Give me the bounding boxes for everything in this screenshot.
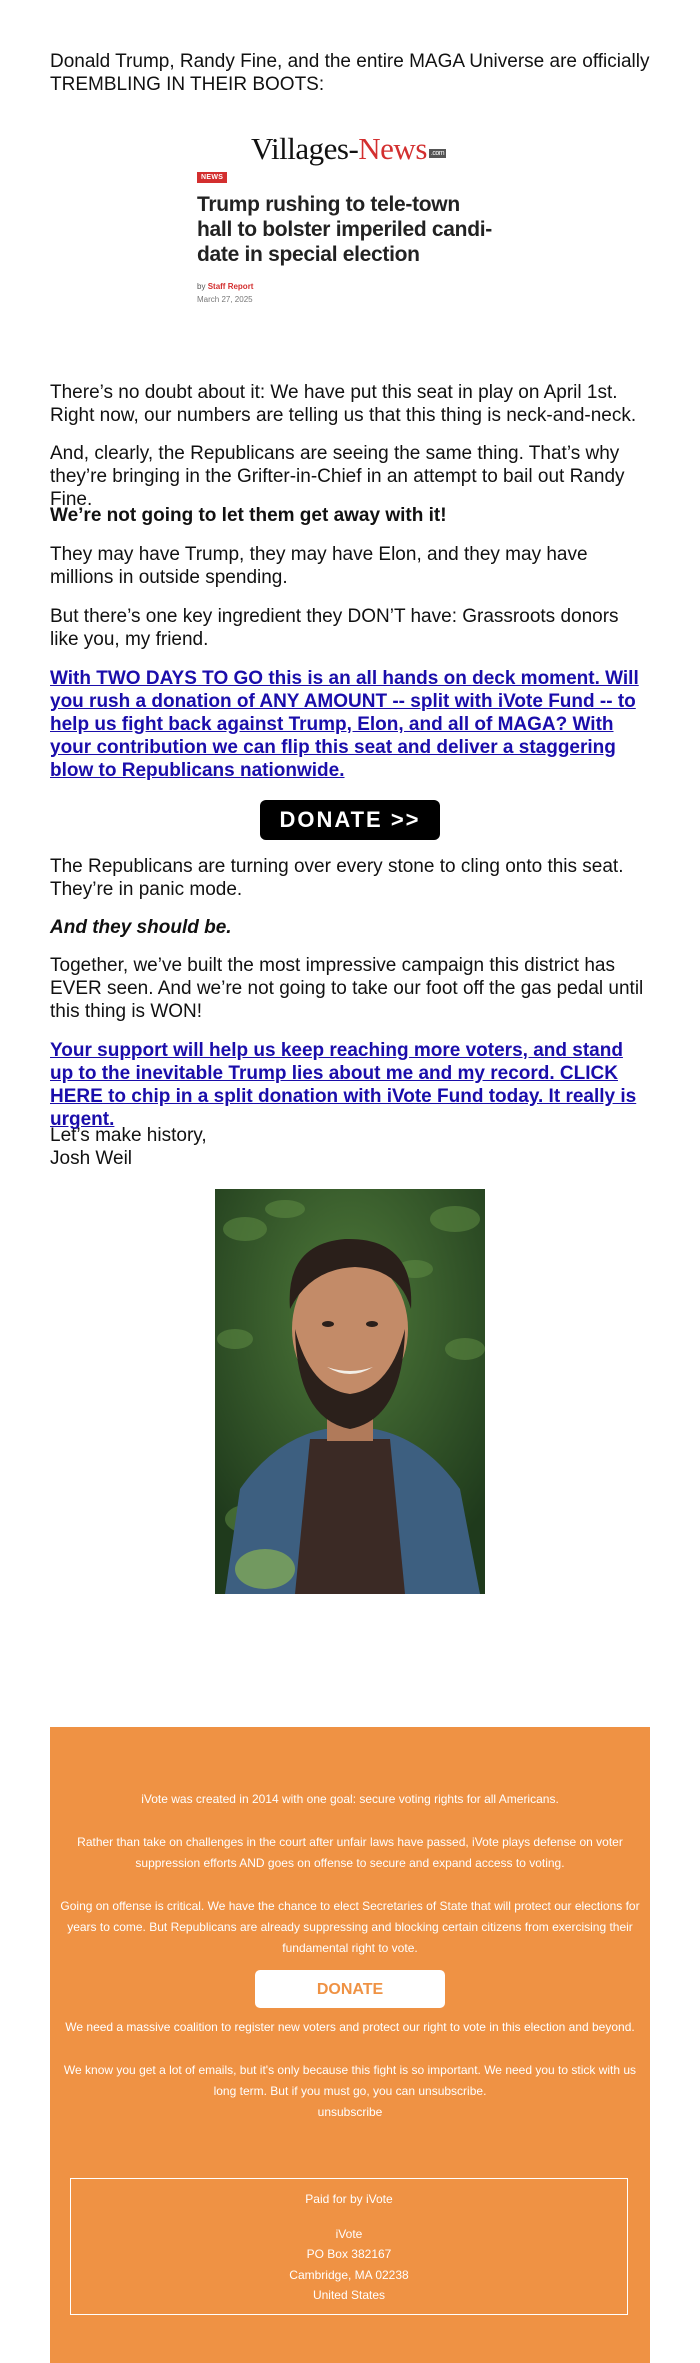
po-box: PO Box 382167 [306, 2247, 392, 2261]
footer-paragraph-3: Going on offense is critical. We have the chance to elect Secretaries of State that will protect our elections for years to come. But Republicans are already suppressing and blocking certain citizens from exercising their fundamental right to vote. [60, 1899, 640, 1955]
news-clipping [197, 130, 497, 310]
clip-date: March 27, 2025 [197, 295, 253, 304]
clip-headline: Trump rushing to tele-town hall to bolster imperiled candi- date in special election [197, 193, 492, 266]
paragraph-2: And, clearly, the Republicans are seeing the same thing. That’s why they’re bringing in the Grifter-in-Chief in an attempt to bail out Randy Fine. [50, 443, 625, 510]
org-name: iVote [335, 2227, 363, 2241]
candidate-photo [215, 1189, 485, 1594]
footer [50, 1727, 650, 2363]
footer-paragraph-2: Rather than take on challenges in the court after unfair laws have passed, iVote plays defense on voter suppression efforts AND goes on offense to secure and expand access to voting. [77, 1835, 623, 1870]
signoff: Let’s make history, [50, 1125, 207, 1146]
paid-for-text: Paid for by iVote [305, 2192, 393, 2206]
donate-button[interactable]: DONATE >> [260, 800, 440, 840]
villages-news-logo: Villages-News .com [251, 131, 445, 166]
footer-paragraph-5: We know you get a lot of emails, but it's only because this fight is so important. We need you to stick with us long term. But if you must go, you can unsubscribe. [63, 2063, 637, 2098]
paragraph-7: And they should be. [50, 917, 232, 938]
unsubscribe-link[interactable]: unsubscribe [317, 2105, 383, 2119]
footer-paragraph-4: We need a massive coalition to register new voters and protect our right to vote in this election and beyond. [65, 2020, 635, 2034]
donate-link-2[interactable]: Your support will help us keep reaching more voters, and stand up to the inevitable Trump lies about me and my record. CLICK HERE to chip in a split donation with iVote Fund today. It really is urgent. [50, 1040, 637, 1130]
paragraph-8: Together, we’ve built the most impressive campaign this district has EVER seen. And we’re not going to take our foot off the gas pedal until this thing is WON! [50, 955, 644, 1022]
paragraph-5: But there’s one key ingredient they DON’T have: Grassroots donors like you, my friend. [50, 606, 619, 650]
paragraph-6: The Republicans are turning over every stone to cling onto this seat. They’re in panic mode. [50, 856, 624, 900]
news-badge: NEWS [197, 172, 227, 183]
footer-donate-button[interactable]: DONATE [255, 1970, 445, 2008]
paragraph-3: We’re not going to let them get away with it! [50, 505, 447, 526]
candidate-photo-illustration [215, 1189, 485, 1594]
signature: Josh Weil [50, 1148, 133, 1169]
paragraph-4: They may have Trump, they may have Elon, and they may have millions in outside spending. [50, 544, 588, 588]
donate-link-1[interactable]: With TWO DAYS TO GO this is an all hands on deck moment. Will you rush a donation of ANY AMOUNT -- split with iVote Fund -- to help us fight back against Trump, Elon, and all of MAGA? With your contribution we can flip this seat and deliver a staggering blow to Republicans nationwide. [50, 668, 639, 781]
intro-text: Donald Trump, Randy Fine, and the entire MAGA Universe are officially TREMBLING IN THEIR BOOTS: [50, 51, 650, 95]
paid-for-box [70, 2178, 628, 2315]
city-line: Cambridge, MA 02238 [289, 2268, 409, 2282]
country: United States [312, 2288, 386, 2302]
clip-byline: by Staff Report [197, 282, 254, 291]
footer-paragraph-1: iVote was created in 2014 with one goal: secure voting rights for all Americans. [141, 1792, 559, 1806]
paragraph-1: There’s no doubt about it: We have put this seat in play on April 1st. Right now, our numbers are telling us that this thing is neck-and-neck. [50, 382, 637, 426]
